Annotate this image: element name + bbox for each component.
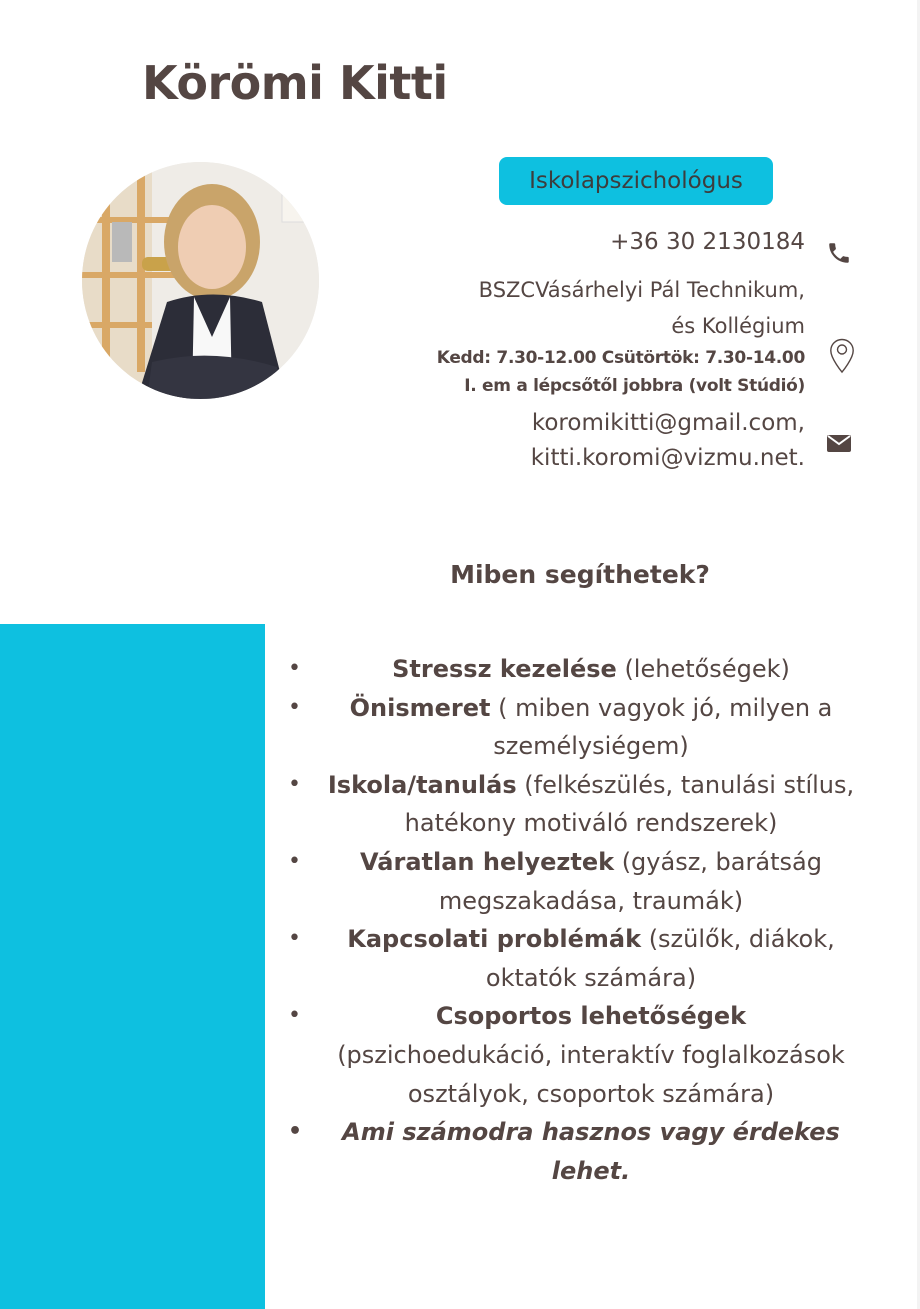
- bullet: •: [288, 848, 301, 874]
- list-item: [280, 920, 870, 997]
- help-topics-list: [280, 650, 870, 1190]
- office-hours: Kedd: 7.30-12.00 Csütörtök: 7.30-14.00: [436, 348, 805, 368]
- address: [479, 272, 805, 344]
- map-pin-icon: [829, 338, 855, 378]
- list-item: [280, 650, 870, 689]
- topic-details: ( miben vagyok jó, milyen a személysiégem): [490, 693, 833, 761]
- topic-title: Stressz kezelése: [392, 655, 617, 683]
- topic-title: Kapcsolati problémák: [347, 925, 642, 954]
- bullet: •: [288, 1119, 303, 1145]
- topic-details: (felkészülés, tanulási stílus, hatékony motiváló rendszerek): [404, 770, 855, 838]
- role-badge: Iskolapszichológus: [499, 157, 773, 205]
- bullet: •: [288, 694, 301, 720]
- envelope-icon: [827, 433, 851, 457]
- topic-details: (lehetőségek): [616, 655, 790, 683]
- office-info: [437, 344, 805, 400]
- topic-title: Váratlan helyeztek: [360, 847, 615, 876]
- bullet: •: [288, 926, 301, 952]
- list-item: [280, 766, 870, 843]
- section-title: Miben segíthetek?: [450, 560, 710, 589]
- list-item: [280, 689, 870, 766]
- list-item: [280, 997, 870, 1113]
- topic-title: Iskola/tanulás: [327, 770, 517, 799]
- email-addresses: [531, 406, 805, 476]
- phone-icon: [826, 240, 852, 270]
- topic-details: (szülők, diákok, oktatók számára): [485, 925, 835, 992]
- topic-details: (gyász, barátság megszakadása, traumák): [438, 847, 822, 915]
- topic-details: (pszichoedukáció, interaktív foglalkozások osztályok, csoportok számára): [337, 1040, 845, 1108]
- phone-number[interactable]: +36 30 2130184: [610, 229, 805, 255]
- topic-title: Önismeret: [349, 693, 491, 722]
- address-line-2: és Kollégium: [671, 314, 805, 338]
- bullet: •: [288, 656, 301, 681]
- bullet: •: [288, 771, 301, 797]
- address-line-1: BSZCVásárhelyi Pál Technikum,: [478, 278, 805, 302]
- office-location: I. em a lépcsőtől jobbra (volt Stúdió): [464, 376, 805, 396]
- topic-title: Csoportos lehetőségek: [435, 1002, 747, 1031]
- email-primary[interactable]: koromikitti@gmail.com,: [531, 410, 805, 436]
- email-secondary[interactable]: kitti.koromi@vizmu.net.: [530, 445, 805, 471]
- list-item: [280, 843, 870, 920]
- person-name: Körömi Kitti: [142, 56, 448, 110]
- list-item: [280, 1113, 870, 1190]
- profile-photo: [82, 162, 319, 399]
- bullet: •: [288, 1003, 301, 1029]
- topic-title: Ami számodra hasznos vagy érdekes lehet.: [342, 1118, 840, 1185]
- decorative-accent-block: [0, 624, 265, 1309]
